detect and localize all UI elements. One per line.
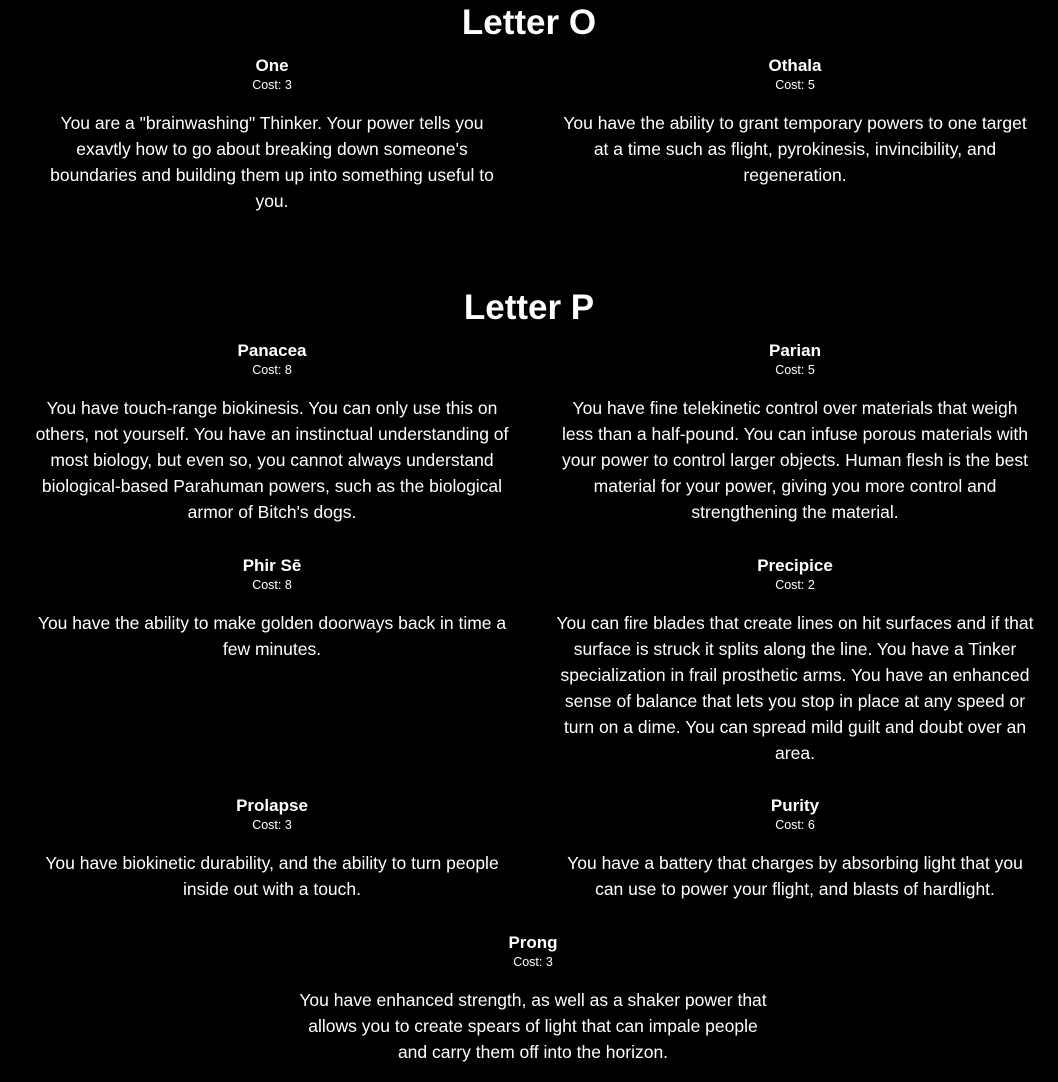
power-name: Precipice <box>757 556 833 575</box>
power-name: Parian <box>769 341 821 360</box>
power-description: You have a battery that charges by absorbing light that you can use to power your flight, and blasts of hardlight. <box>567 853 1023 899</box>
power-card-purity[interactable] <box>555 796 1035 902</box>
power-description: You can fire blades that create lines on hit surfaces and if that surface is struck it splits along the line. You have a Tinker specialization in frail prosthetic arms. You have an enhanced sense of balance that lets you stop in place at any speed or turn on a dime. You can spread mild guilt and doubt over an area. <box>556 613 1034 763</box>
power-card-phir-se[interactable] <box>32 556 512 662</box>
power-cost: Cost: 6 <box>775 818 815 832</box>
power-description: You have biokinetic durability, and the ability to turn people inside out with a touch. <box>45 853 499 899</box>
power-card-prolapse[interactable] <box>32 796 512 902</box>
power-cost: Cost: 3 <box>252 818 292 832</box>
power-description: You have the ability to grant temporary powers to one target at a time such as flight, pyrokinesis, invincibility, and regeneration. <box>563 113 1027 185</box>
power-name: Panacea <box>237 341 307 360</box>
power-description: You have touch-range biokinesis. You can only use this on others, not yourself. You have an instinctual understanding of most biology, but even so, you cannot always understand biological-based Parahuman powers, such as the biological armor of Bitch's dogs. <box>35 398 509 522</box>
power-cost: Cost: 5 <box>775 78 815 92</box>
power-name: Purity <box>770 796 820 815</box>
power-description: You are a "brainwashing" Thinker. Your power tells you exavtly how to go about breaking down someone's boundaries and building them up into something useful to you. <box>50 113 494 211</box>
power-card-prong[interactable] <box>293 933 773 1065</box>
power-description: You have fine telekinetic control over materials that weigh less than a half-pound. You can infuse porous materials with your power to control larger objects. Human flesh is the best material for your power, giving you more control and strengthening the material. <box>562 398 1028 522</box>
power-card-panacea[interactable] <box>32 341 512 525</box>
section-title-letter-o: Letter O <box>461 3 597 42</box>
power-name: One <box>255 56 289 75</box>
power-cost: Cost: 5 <box>775 363 815 377</box>
power-card-othala[interactable] <box>555 56 1035 188</box>
power-cost: Cost: 2 <box>775 578 815 592</box>
power-card-one[interactable] <box>32 56 512 214</box>
power-cost: Cost: 8 <box>252 363 292 377</box>
power-name: Othala <box>768 56 822 75</box>
power-name: Prong <box>508 933 558 952</box>
section-title-letter-p: Letter P <box>463 288 595 327</box>
power-cost: Cost: 8 <box>252 578 292 592</box>
power-name: Phir Sē <box>242 556 302 575</box>
power-card-precipice[interactable] <box>555 556 1035 766</box>
power-card-parian[interactable] <box>555 341 1035 525</box>
power-cost: Cost: 3 <box>252 78 292 92</box>
power-description: You have the ability to make golden doorways back in time a few minutes. <box>37 613 507 659</box>
power-description: You have enhanced strength, as well as a shaker power that allows you to create spears of light that can impale people and carry them off into the horizon. <box>299 990 767 1062</box>
power-cost: Cost: 3 <box>513 955 553 969</box>
power-name: Prolapse <box>236 796 308 815</box>
